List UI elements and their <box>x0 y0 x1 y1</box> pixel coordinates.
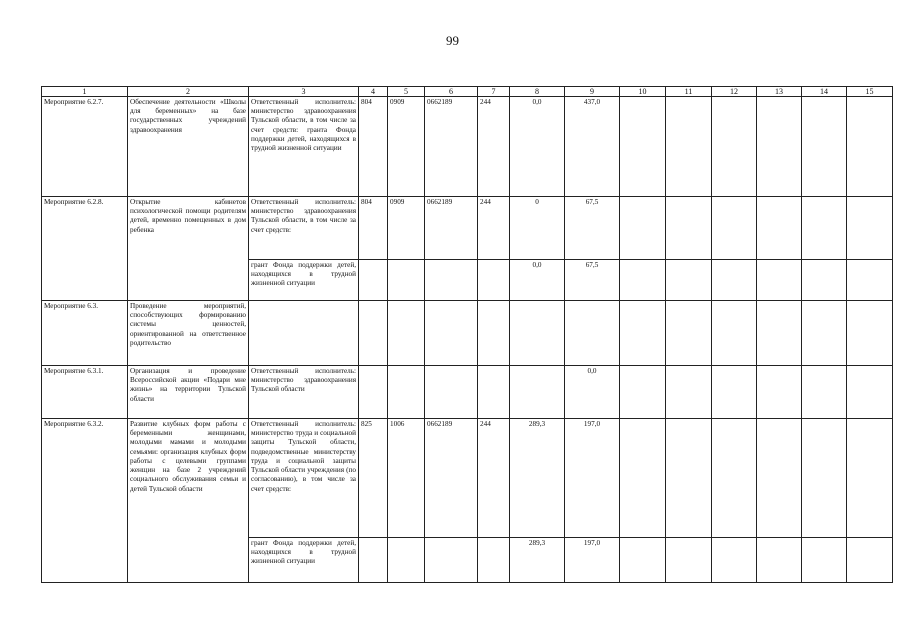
cell-empty <box>620 419 666 538</box>
executor-cell: грант Фонда поддержки детей, находящихся в трудной жизненной ситуации <box>249 538 359 583</box>
measure-id: Мероприятие 6.2.7. <box>42 97 128 197</box>
executor-cell <box>249 301 359 366</box>
cell-empty <box>847 197 893 260</box>
cell-c9: 67,5 <box>565 260 620 301</box>
cell-empty <box>666 419 712 538</box>
cell-c8 <box>510 366 565 419</box>
cell-c8: 289,3 <box>510 419 565 538</box>
cell-empty <box>712 538 757 583</box>
cell-c6: 0662189 <box>425 97 478 197</box>
column-header: 13 <box>757 87 802 97</box>
table-row <box>42 419 893 538</box>
cell-c5 <box>388 366 425 419</box>
executor-cell: Ответственный исполнитель: министерство труда и социальной защиты Тульской области, подведомственные министерству труда и социальной защиты Тульской области учреждения (по согласованию), в том числе за счет средств: <box>249 419 359 538</box>
cell-empty <box>757 301 802 366</box>
measure-name: Открытие кабинетов психологической помощи родителям детей, временно помещенных в дом ребенка <box>128 197 249 301</box>
cell-c7: 244 <box>478 197 510 260</box>
column-header: 12 <box>712 87 757 97</box>
table-row <box>42 301 893 366</box>
column-header: 6 <box>425 87 478 97</box>
column-header: 4 <box>359 87 388 97</box>
cell-c4 <box>359 366 388 419</box>
cell-empty <box>620 301 666 366</box>
cell-c4 <box>359 538 388 583</box>
measure-name: Организация и проведение Всероссийской акции «Подари мне жизнь» на территории Тульской области <box>128 366 249 419</box>
cell-empty <box>802 301 847 366</box>
column-header: 1 <box>42 87 128 97</box>
executor-cell: Ответственный исполнитель: министерство здравоохранения Тульской области, в том числе за счет средств: гранта Фонда поддержки детей, находящихся в трудной жизненной ситуации <box>249 97 359 197</box>
measure-id: Мероприятие 6.2.8. <box>42 197 128 301</box>
table-row <box>42 197 893 260</box>
cell-c4 <box>359 260 388 301</box>
column-header: 5 <box>388 87 425 97</box>
cell-c5 <box>388 301 425 366</box>
cell-empty <box>757 260 802 301</box>
page-number: 99 <box>446 33 459 48</box>
cell-empty <box>666 538 712 583</box>
cell-empty <box>666 301 712 366</box>
cell-c4: 804 <box>359 97 388 197</box>
column-header: 9 <box>565 87 620 97</box>
cell-empty <box>802 97 847 197</box>
executor-cell: грант Фонда поддержки детей, находящихся в трудной жизненной ситуации <box>249 260 359 301</box>
cell-c5: 0909 <box>388 197 425 260</box>
cell-c7: 244 <box>478 97 510 197</box>
table-row <box>42 97 893 197</box>
column-header: 14 <box>802 87 847 97</box>
cell-c7 <box>478 301 510 366</box>
cell-empty <box>802 419 847 538</box>
cell-c6 <box>425 260 478 301</box>
cell-empty <box>757 366 802 419</box>
cell-empty <box>620 366 666 419</box>
cell-empty <box>620 97 666 197</box>
cell-empty <box>712 419 757 538</box>
cell-empty <box>666 366 712 419</box>
executor-cell: Ответственный исполнитель: министерство здравоохранения Тульской области <box>249 366 359 419</box>
cell-empty <box>847 301 893 366</box>
cell-empty <box>757 419 802 538</box>
cell-c6: 0662189 <box>425 197 478 260</box>
cell-c9: 197,0 <box>565 538 620 583</box>
cell-c8: 0,0 <box>510 260 565 301</box>
column-header: 2 <box>128 87 249 97</box>
cell-empty <box>802 538 847 583</box>
cell-empty <box>620 538 666 583</box>
cell-c8 <box>510 301 565 366</box>
cell-empty <box>712 197 757 260</box>
cell-empty <box>757 197 802 260</box>
cell-c5 <box>388 260 425 301</box>
cell-empty <box>802 197 847 260</box>
cell-c5: 0909 <box>388 97 425 197</box>
cell-c9 <box>565 301 620 366</box>
cell-empty <box>802 366 847 419</box>
cell-c7: 244 <box>478 419 510 538</box>
cell-c6 <box>425 301 478 366</box>
cell-empty <box>847 260 893 301</box>
table-row <box>42 366 893 419</box>
cell-c9: 437,0 <box>565 97 620 197</box>
cell-c8: 0,0 <box>510 97 565 197</box>
cell-empty <box>847 366 893 419</box>
column-header: 8 <box>510 87 565 97</box>
cell-c4: 804 <box>359 197 388 260</box>
cell-empty <box>847 419 893 538</box>
measures-table <box>41 86 893 583</box>
cell-empty <box>757 97 802 197</box>
cell-c9: 0,0 <box>565 366 620 419</box>
measure-id: Мероприятие 6.3.1. <box>42 366 128 419</box>
cell-empty <box>847 97 893 197</box>
measure-name: Развитие клубных форм работы с беременными женщинами, молодыми мамами и молодыми семьями: организация клубных форм работы с целевыми группами женщин на базе 2 учреждений социального обслуживания семьи и детей Тульской области <box>128 419 249 583</box>
cell-c5: 1006 <box>388 419 425 538</box>
cell-c7 <box>478 538 510 583</box>
cell-c8: 289,3 <box>510 538 565 583</box>
cell-c6 <box>425 366 478 419</box>
cell-empty <box>620 197 666 260</box>
cell-c8: 0 <box>510 197 565 260</box>
measure-id: Мероприятие 6.3.2. <box>42 419 128 583</box>
cell-empty <box>666 260 712 301</box>
cell-empty <box>666 197 712 260</box>
cell-c6: 0662189 <box>425 419 478 538</box>
column-header: 3 <box>249 87 359 97</box>
cell-empty <box>712 301 757 366</box>
cell-empty <box>802 260 847 301</box>
header-row <box>42 87 893 97</box>
column-header: 7 <box>478 87 510 97</box>
cell-empty <box>666 97 712 197</box>
cell-c4 <box>359 301 388 366</box>
column-header: 11 <box>666 87 712 97</box>
measure-name: Обеспечение деятельности «Школы для беременных» на базе государственных учреждений здравоохранения <box>128 97 249 197</box>
cell-c4: 825 <box>359 419 388 538</box>
cell-empty <box>712 366 757 419</box>
cell-c7 <box>478 366 510 419</box>
cell-c9: 67,5 <box>565 197 620 260</box>
measure-name: Проведение мероприятий, способствующих формированию системы ценностей, ориентированной на ответственное родительство <box>128 301 249 366</box>
column-header: 10 <box>620 87 666 97</box>
measure-id: Мероприятие 6.3. <box>42 301 128 366</box>
cell-c6 <box>425 538 478 583</box>
cell-c5 <box>388 538 425 583</box>
cell-empty <box>620 260 666 301</box>
cell-empty <box>712 97 757 197</box>
cell-empty <box>757 538 802 583</box>
cell-empty <box>712 260 757 301</box>
cell-c9: 197,0 <box>565 419 620 538</box>
cell-empty <box>847 538 893 583</box>
executor-cell: Ответственный исполнитель: министерство здравоохранения Тульской области, в том числе за счет средств: <box>249 197 359 260</box>
cell-c7 <box>478 260 510 301</box>
column-header: 15 <box>847 87 893 97</box>
